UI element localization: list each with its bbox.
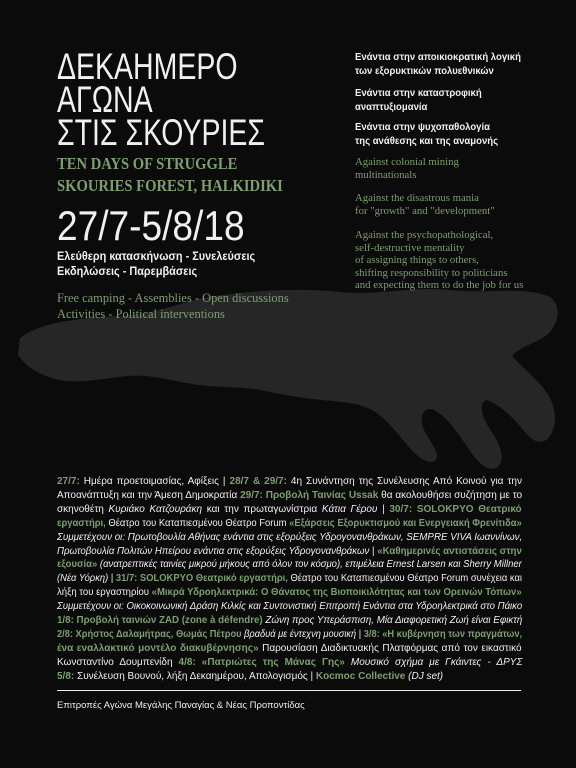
program-highlight: εργαστήρι, xyxy=(57,517,106,529)
program-highlight: 31/7: SOLOKPYO Θεατρικό εργαστήρι, xyxy=(115,573,288,585)
program-text: | xyxy=(108,573,116,585)
program-highlight: 27/7: xyxy=(57,476,80,487)
program-highlight: «Εξάρσεις Εξορυκτισμού και Ενεργειακή Φρενίτιδα» xyxy=(289,517,522,529)
organizers-footer xyxy=(57,700,305,712)
program-text: Αποανάπτυξη και την Άμεση Δημοκρατία xyxy=(57,489,241,501)
program-text: Ημέρα προετοιμασίας, Αφίξεις | xyxy=(79,476,230,487)
program-line xyxy=(57,642,522,656)
program-text: | xyxy=(377,503,390,515)
program-highlight: «Καθημερινές αντιστάσεις στην xyxy=(377,545,522,557)
program-line xyxy=(57,545,522,559)
slogan-greek-line: Ενάντια στην αποικιοκρατική λογική xyxy=(355,52,521,63)
program-highlight: 1/8: Προβολή ταινιών ZAD (zone à défendre) xyxy=(57,615,263,627)
program-line xyxy=(57,531,522,545)
program-line xyxy=(57,670,443,684)
program-text: Πρωτοβουλία Πολιτών Ηπείρου ενάντια στις εξορύξεις Υδρογονανθράκων xyxy=(57,545,370,557)
activities-greek-line: Εκδηλώσεις - Παρεμβάσεις xyxy=(57,265,198,278)
program-line xyxy=(57,656,522,670)
program-text: Συμμετέχουν οι: Οικοκοινωνική Δράση Κιλκίς και Συντονιστική Επιτροπή Ενάντια στα Υδροηλεκτρικά στο Πάικο xyxy=(57,601,523,613)
slogan-greek-line: της ανάθεσης και της αναμονής xyxy=(355,136,499,147)
program-line xyxy=(57,628,522,642)
slogan-greek xyxy=(355,51,529,79)
activities-english-line: Activities - Political interventions xyxy=(57,305,225,321)
footer-text: Επιτροπές Αγώνα Μεγάλης Παναγίας & Νέας Προποντίδας xyxy=(57,700,305,711)
activities-english-line: Free camping - Assemblies - Open discussions xyxy=(57,290,289,305)
program-text: Θέατρο του Καταπιεσμένου Θέατρο Forum xyxy=(105,517,290,529)
program-highlight: ένα εναλλακτικό μοντέλο διακυβέρνησης» xyxy=(57,642,259,654)
divider xyxy=(57,690,521,691)
slogan-greek-line: Ενάντια στην ψυχοπαθολογία xyxy=(355,122,491,133)
title-line: ΔΕΚΑΗΜΕΡΟ xyxy=(57,46,238,87)
dates-text: 27/7-5/8/18 xyxy=(57,202,245,249)
slogan-greek xyxy=(355,121,505,149)
program-highlight: 30/7: SOLOKPYO Θεατρικό xyxy=(389,503,522,515)
slogan-english xyxy=(355,156,461,181)
slogan-english xyxy=(355,192,498,217)
program-text: | xyxy=(356,628,364,640)
program-highlight: εξουσία» xyxy=(57,559,98,571)
program-text: θα ακολουθήσει συζήτηση με το xyxy=(378,489,523,501)
slogan-greek-line: των εξορυκτικών πολυεθνικών xyxy=(355,66,494,77)
activities-english xyxy=(57,290,300,321)
program-highlight: 3/8: «Η κυβέρνηση των πραγμάτων, xyxy=(363,628,523,640)
program-text: λήξη του εργαστηρίου xyxy=(57,587,152,599)
program-line xyxy=(57,517,522,531)
slogan-english-line: Against colonial mining xyxy=(355,156,459,168)
slogan-english-line: and expecting them to do the job for us xyxy=(355,279,524,291)
program-text: βραδυά με έντεχνη μουσική xyxy=(241,628,357,640)
english-title xyxy=(57,153,320,197)
program-text: και την πρωταγωνίστρια xyxy=(202,503,322,515)
program-text: Κάτια Γέρου xyxy=(321,503,378,515)
event-dates xyxy=(57,202,270,249)
program-text: (Νέα Υόρκη) xyxy=(57,573,109,585)
program-line xyxy=(57,586,522,600)
program-line xyxy=(57,614,522,628)
slogan-english xyxy=(355,229,527,292)
slogan-greek-line: Ενάντια στην καταστροφική xyxy=(355,88,482,99)
program-highlight: 29/7: Προβολή Ταινίας Ussak xyxy=(240,489,379,501)
program-text: | xyxy=(369,545,378,557)
program-text: Ζώνη προς Υπεράσπιση, Μία Διαφορετική Ζωή είναι Εφικτή xyxy=(262,615,523,627)
slogan-english-line: self-destructive mentality xyxy=(355,241,465,254)
program-text: 4η Συνάντηση της Συνέλευσης Από Κοινού για την xyxy=(286,476,522,487)
program-highlight: 2/8: Χρήστος Δαλαμήτρας, Θωμάς Πέτρου xyxy=(57,628,242,640)
slogan-greek xyxy=(355,87,488,115)
slogan-english-line: Against the psychopathological, xyxy=(355,229,494,241)
slogan-english-line: shifting responsibility to politicians xyxy=(355,266,508,279)
program-line xyxy=(57,558,522,572)
activities-greek xyxy=(57,250,266,279)
slogan-english-line: multinationals xyxy=(355,168,417,181)
program-text: Κυριάκο Κατζουράκη xyxy=(108,503,203,515)
program-highlight: «Μικρά Υδροηλεκτρικά: Ο Θάνατος της Βιοποικιλότητας και των Ορεινών Τόπων» xyxy=(151,587,522,599)
program-line xyxy=(57,600,522,614)
poster-title xyxy=(57,46,327,153)
program-line xyxy=(57,475,522,489)
program-line xyxy=(57,489,522,503)
program-text: Κωνσταντίνο Δουμπενίδη xyxy=(57,656,179,668)
title-line: ΣΤΙΣ ΣΚΟΥΡΙΕΣ xyxy=(57,112,265,153)
program-highlight: 4/8: «Πατριώτες της Μάνας Γης» xyxy=(178,656,345,668)
program-line xyxy=(57,503,522,517)
english-title-line: TEN DAYS OF STRUGGLE xyxy=(57,154,238,173)
slogan-english-line: for "growth" and "development" xyxy=(355,204,495,217)
program-text: Παρουσίαση Διαδικτυακής Πλατφόρμας από τον εικαστικό xyxy=(258,642,522,654)
program-text: Συνέλευση Βουνού, λήξη Δεκαημέρου, Απολογισμός | xyxy=(74,670,316,682)
program-highlight: 5/8: xyxy=(57,670,75,682)
program-text: Μουσικό σχήμα με Γκάιντες - ΔΡΥΣ xyxy=(344,656,523,668)
program-text: (ανατρεπτικές ταινίες μικρού μήκους από όλον τον κόσμο), επιμέλεια Ernest Larsen και Sherry Millner xyxy=(97,559,522,571)
program-schedule xyxy=(57,475,522,684)
activities-greek-line: Ελεύθερη κατασκήνωση - Συνελεύσεις xyxy=(57,251,256,263)
program-line xyxy=(57,572,522,586)
slogan-english-line: of assigning things to others, xyxy=(355,254,479,266)
program-text: Θέατρο του Καταπιεσμένου Θέατρο Forum συνέχεια και xyxy=(287,573,522,585)
program-highlight: Kocmoc Collective xyxy=(315,670,406,682)
title-line: ΑΓΩΝΑ xyxy=(57,79,153,120)
program-text: σκηνοθέτη xyxy=(57,503,109,515)
slogan-greek-line: αναπτυξιομανία xyxy=(355,102,428,113)
program-text: Συμμετέχουν οι: Πρωτοβουλία Αθήνας ενάντια στις εξορύξεις Υδρογονανθράκων, SEMPRE VIVA Ιωαννίνων, xyxy=(57,531,523,543)
program-highlight: 28/7 & 29/7: xyxy=(229,476,287,487)
slogan-english-line: Against the disastrous mania xyxy=(355,192,479,204)
english-title-line: SKOURIES FOREST, HALKIDIKI xyxy=(57,176,283,195)
program-text: (DJ set) xyxy=(405,670,444,682)
